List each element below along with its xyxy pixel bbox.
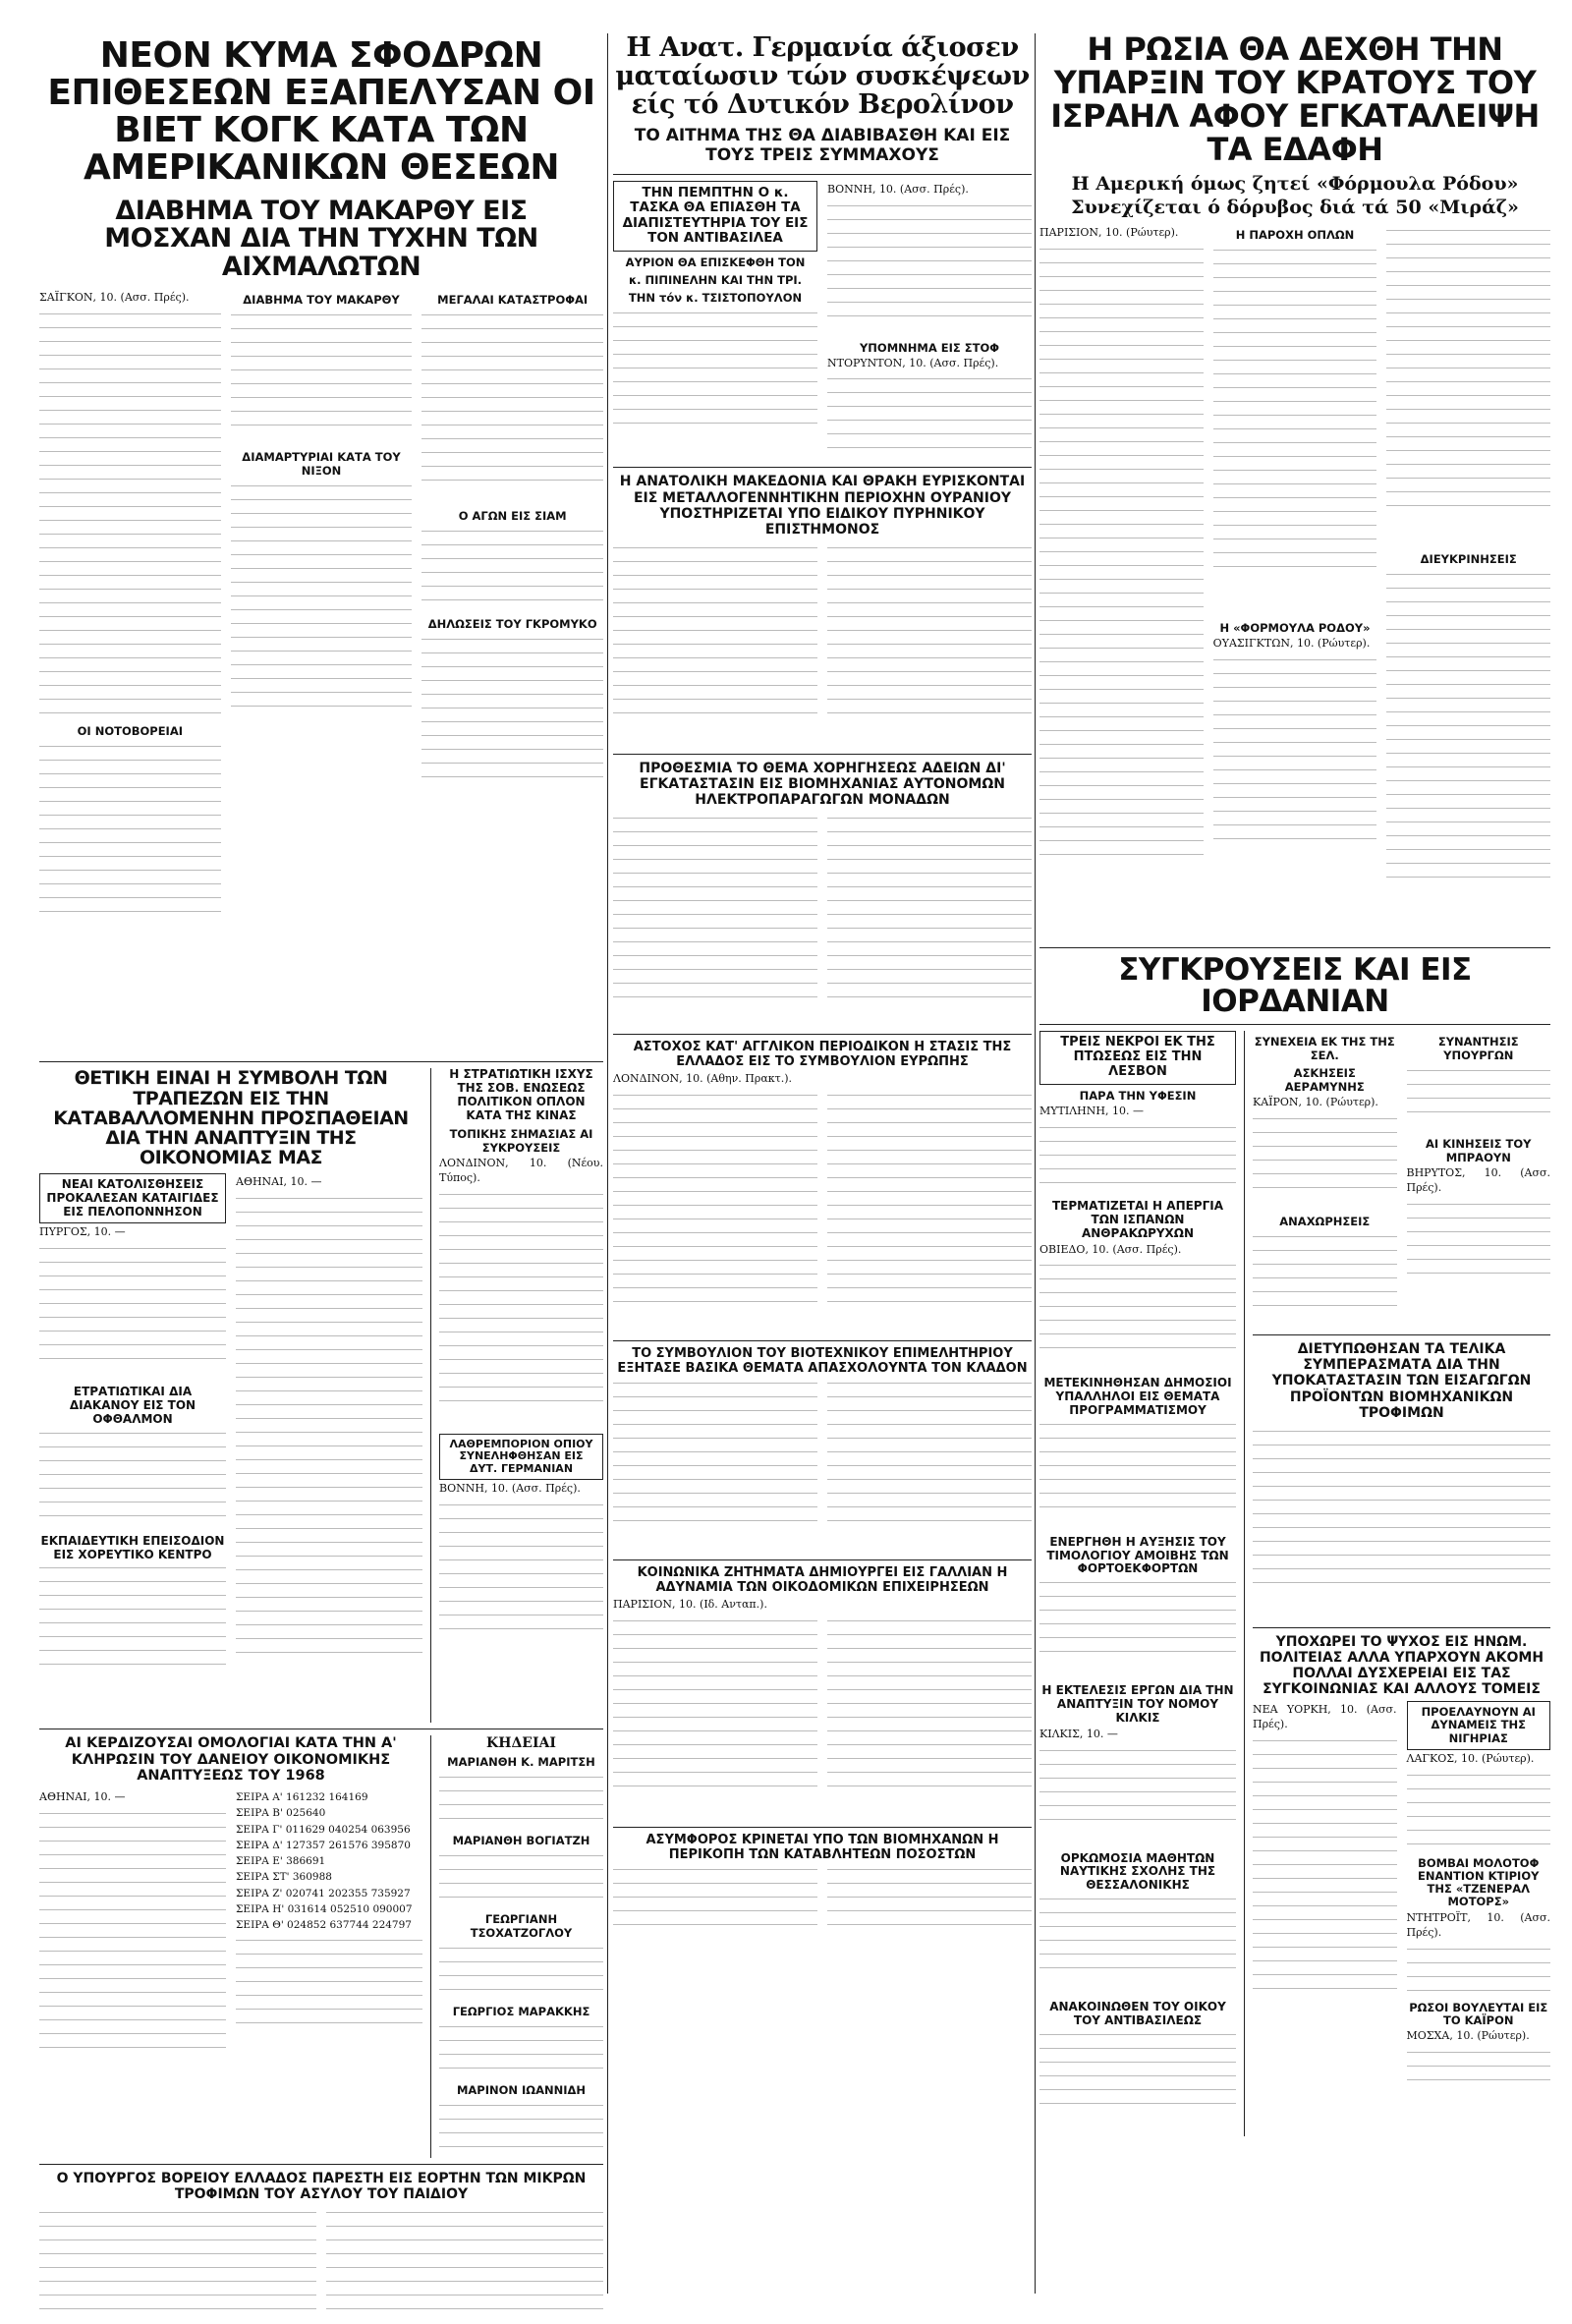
headline-dance: ΕΚΠΑΙΔΕΥΤΙΚΗ ΕΠΕΙΣΟΔΙΟΝ ΕΙΣ ΧΟΡΕΥΤΙΚΟ ΚΕΝΤΡΟ [40,1533,225,1561]
dateline-kilkis: ΚΙΛΚΙΣ, 10. — [1039,1727,1118,1740]
headline-landslides: ΝΕΑΙ ΚΑΤΟΛΙΣΘΗΣΕΙΣ ΠΡΟΚΑΛΕΣΑΝ ΚΑΤΑΙΓΙΔΕΣ ΕΙΣ ΠΕΛΟΠΟΝΝΗΣΟΝ [39,1173,226,1223]
dateline-cairo: ΚΑΪΡΟΝ, 10. (Ρώυτερ). [1253,1096,1378,1109]
headline-molotov: ΒΟΜΒΑΙ ΜΟΛΟΤΟΦ ΕΝΑΝΤΙΟΝ ΚΤΙΡΙΟΥ ΤΗΣ «ΤΖΕΝΕΡΑΛ ΜΟΤΟΡΣ» [1418,1855,1540,1909]
dateline-new-york: ΝΕΑ ΥΟΡΚΗ, 10. (Ασσ. Πρές). [1253,1703,1397,1731]
bond-series-0: ΣΕΙΡΑ Α' 161232 164169 [236,1791,368,1804]
newspaper-page [39,30,1550,2294]
funeral-name-4: ΜΑΡΙΝΟΝ ΙΩΑΝΝΙΔΗ [456,2083,587,2098]
dateline-detroit: ΝΤΗΤΡΟΪΤ, 10. (Ασσ. Πρές). [1406,1910,1550,1939]
headline-cold-usa: ΥΠΟΧΩΡΕΙ ΤΟ ΨΥΧΟΣ ΕΙΣ ΗΝΩΜ. ΠΟΛΙΤΕΙΑΣ ΑΛΛΑ ΥΠΑΡΧΟΥΝ ΑΚΟΜΗ ΠΟΛΛΑΙ ΔΥΣΧΕΡΕΙΑΙ ΕΙΣ ΤΑΣ ΣΥΓΚΟΙΝΩΝΙΑΣ ΚΑΙ ΑΛΛΟΥΣ ΤΟΜΕΙΣ [1259,1633,1544,1698]
subheadline-east-germany: ΤΟ ΑΙΤΗΜΑ ΤΗΣ ΘΑ ΔΙΑΒΙΒΑΣΘΗ ΚΑΙ ΕΙΣ ΤΟΥΣ ΤΡΕΙΣ ΣΥΜΜΑΧΟΥΣ [634,126,1011,166]
dateline-mytilene: ΜΥΤΙΛΗΝΗ, 10. — [1039,1105,1144,1118]
section-clarifications: ΔΙΕΥΚΡΙΝΗΣΕΙΣ [1420,551,1517,566]
subheadline-rhodes: Η Αμερική όμως ζητεί «Φόρμουλα Ρόδου» [1071,172,1519,195]
section-gromyko: ΔΗΛΩΣΕΙΣ ΤΟΥ ΓΚΡΟΜΥΚΟ [427,617,597,632]
subheadline-makarthy: ΔΙΑΒΗΜΑ ΤΟΥ ΜΑΚΑΡΘΥ ΕΙΣ ΜΟΣΧΑΝ ΔΙΑ ΤΗΝ ΤΥΧΗΝ ΤΩΝ ΑΙΧΜΑΛΩΤΩΝ [104,195,538,282]
headline-russian-mps: ΡΩΣΟΙ ΒΟΥΛΕΥΤΑΙ ΕΙΣ ΤΟ ΚΑΪΡΟΝ [1409,2000,1548,2027]
dateline-moscow: ΜΟΣΧΑ, 10. (Ρώυτερ). [1406,2028,1530,2042]
russia-col-1 [1039,224,1204,941]
headline-kilkis: Η ΕΚΤΕΛΕΣΙΣ ΕΡΓΩΝ ΔΙΑ ΤΗΝ ΑΝΑΠΤΥΞΙΝ ΤΟΥ ΝΟΜΟΥ ΚΙΛΚΙΣ [1041,1683,1234,1725]
bond-series-2: ΣΕΙΡΑ Γ' 011629 040254 063956 [236,1823,411,1836]
headline-power: ΠΡΟΘΕΣΜΙΑ ΤΟ ΘΕΜΑ ΧΟΡΗΓΗΣΕΩΣ ΑΔΕΙΩΝ ΔΙ' ΕΓΚΑΤΑΣΤΑΣΙΝ ΕΙΣ ΒΙΟΜΗΧΑΝΙΑΣ ΑΥΤΟΝΟΜΩΝ ΗΛΕΚΤΡΟΠΑΡΑΓΩΓΩΝ ΜΟΝΑΔΩΝ [639,760,1006,809]
article-body-saigon [39,308,221,720]
middle-block [613,33,1032,2294]
bond-series-1: ΣΕΙΡΑ Β' 025640 [236,1807,326,1820]
headline-opium: ΛΑΘΡΕΜΠΟΡΙΟΝ ΟΠΙΟΥ ΣΥΝΕΛΗΦΘΗΣΑΝ ΕΙΣ ΔΥΤ. ΓΕΡΜΑΝΙΑΝ [439,1434,603,1481]
china-article [439,1068,603,1723]
section-ministers-meeting: ΣΥΝΑΝΤΗΣΙΣ ΥΠΟΥΡΓΩΝ [1437,1035,1519,1063]
headline-jordan: ΣΥΓΚΡΟΥΣΕΙΣ ΚΑΙ ΕΙΣ ΙΟΡΔΑΝΙΑΝ [1118,951,1472,1020]
tasca-sub-2: κ. ΠΙΠΙΝΕΛΗΝ ΚΑΙ ΤΗΝ ΤΡΙ. [628,272,803,287]
headline-freight: ΕΝΕΡΓΗΘΗ Η ΑΥΞΗΣΙΣ ΤΟΥ ΤΙΜΟΛΟΓΙΟΥ ΑΜΟΙΒΗΣ ΤΩΝ ΦΟΡΤΟΕΚΦΟΡΤΩΝ [1046,1534,1229,1576]
dateline-france: ΠΑΡΙΣΙΟΝ, 10. (Ιδ. Ανταπ.). [613,1597,767,1611]
section-air-defense: ΑΣΚΗΣΕΙΣ ΑΕΡΑΜΥΝΗΣ [1284,1066,1365,1095]
funeral-name-1: ΜΑΡΙΑΝΘΗ ΒΟΓΙΑΤΖΗ [452,1834,590,1848]
headline-banks: ΘΕΤΙΚΗ ΕΙΝΑΙ Η ΣΥΜΒΟΛΗ ΤΩΝ ΤΡΑΠΕΖΩΝ ΕΙΣ ΤΗΝ ΚΑΤΑΒΑΛΛΟΜΕΝΗΝ ΠΡΟΣΠΑΘΕΙΑΝ ΔΙΑ ΤΗΝ ΑΝΑΠΤΥΞΙΝ ΤΗΣ ΟΙΚΟΝΟΜΙΑΣ ΜΑΣ [53,1067,409,1168]
headline-regent: ΑΝΑΚΟΙΝΩΘΕΝ ΤΟΥ ΟΙΚΟΥ ΤΟΥ ΑΝΤΙΒΑΣΙΛΕΩΣ [1049,1999,1226,2027]
headline-nigeria: ΠΡΟΕΛΑΥΝΟΥΝ ΑΙ ΔΥΝΑΜΕΙΣ ΤΗΣ ΝΙΓΗΡΙΑΣ [1407,1701,1551,1750]
dateline-pyrgos: ΠΥΡΓΟΣ, 10. — [39,1225,126,1239]
headline-viet-kong: ΝΕΟΝ ΚΥΜΑ ΣΦΟΔΡΩΝ ΕΠΙΘΕΣΕΩΝ ΕΞΑΠΕΛΥΣΑΝ ΟΙ ΒΙΕΤ ΚΟΓΚ ΚΑΤΑ ΤΩΝ ΑΜΕΡΙΚΑΝΙΚΩΝ ΘΕΣΕΩΝ [47,35,595,189]
russia-col-3 [1386,224,1550,941]
section-rhodes: Η «ΦΟΡΜΟΥΛΑ ΡΟΔΟΥ» [1219,620,1371,635]
tasca-sub-3: ΤΗΝ τόν κ. ΤΣΙΣΤΟΠΟΥΛΟΝ [628,290,803,305]
headline-tasca: ΤΗΝ ΠΕΜΠΤΗΝ Ο κ. ΤΑΣΚΑ ΘΑ ΕΠΙΑΣΘΗ ΤΑ ΔΙΑΠΙΣΤΕΥΤΗΡΙΑ ΤΟΥ ΕΙΣ ΤΟΝ ΑΝΤΙΒΑΣΙΛΕΑ [613,181,817,252]
funeral-name-2: ΓΕΩΡΓΙΑΝΗ ΤΣΟΧΑΤΖΟΓΛΟΥ [470,1912,573,1941]
dateline-london: ΛΟΝΔΙΝΟΝ, 10. (Νέου. Τύπος). [439,1156,603,1184]
dateline-bonn: ΒΟΝΝΗ, 10. (Ασσ. Πρές). [827,182,969,196]
right-block [1039,30,1550,2294]
dateline-oviedo: ΟΒΙΕΔΟ, 10. (Ασσ. Πρές). [1039,1242,1182,1256]
bond-series-6: ΣΕΙΡΑ Ζ' 020741 202355 735927 [236,1887,411,1899]
funeral-name-3: ΓΕΩΡΓΙΟΣ ΜΑΡΑΚΚΗΣ [452,2005,590,2019]
tasca-article [613,181,817,462]
left-story-col-2 [231,289,413,1055]
headline-macedonia: Η ΑΝΑΤΟΛΙΚΗ ΜΑΚΕΔΟΝΙΑ ΚΑΙ ΘΡΑΚΗ ΕΥΡΙΣΚΟΝΤΑΙ ΕΙΣ ΜΕΤΑΛΛΟΓΕΝΝΗΤΙΚΗΝ ΠΕΡΙΟΧΗΝ ΟΥΡΑΝΙΟΥ ΥΠΟΣΤΗΡΙΖΕΤΑΙ ΥΠΟ ΕΙΔΙΚΟΥ ΠΥΡΗΝΙΚΟΥ ΕΠΙΣΤΗΜΟΝΟΣ [619,474,1026,538]
headline-france: ΚΟΙΝΩΝΙΚΑ ΖΗΤΗΜΑΤΑ ΔΗΜΙΟΥΡΓΕΙ ΕΙΣ ΓΑΛΛΙΑΝ Η ΑΔΥΝΑΜΙΑ ΤΩΝ ΟΙΚΟΔΟΜΙΚΩΝ ΕΠΙΧΕΙΡΗΣΕΩΝ [637,1564,1008,1595]
headline-chamber: ΤΟ ΣΥΜΒΟΥΛΙΟΝ ΤΟΥ ΒΙΟΤΕΧΝΙΚΟΥ ΕΠΙΜΕΛΗΤΗΡΙΟΥ ΕΞΗΤΑΣΕ ΒΑΣΙΚΑ ΘΕΜΑΤΑ ΑΠΑΣΧΟΛΟΥΝΤΑ ΤΟΝ ΚΛΑΔΟΝ [617,1345,1028,1376]
headline-transfer: ΜΕΤΕΚΙΝΗΘΗΣΑΝ ΔΗΜΟΣΙΟΙ ΥΠΑΛΛΗΛΟΙ ΕΙΣ ΘΕΜΑΤΑ ΠΡΟΓΡΑΜΜΑΤΙΣΜΟΥ [1043,1376,1232,1418]
funeral-name-0: ΜΑΡΙΑΝΘΗ Κ. ΜΑΡΙΤΣΗ [447,1755,595,1770]
headline-merge: ΑΣΥΜΦΟΡΟΣ ΚΡΙΝΕΤΑΙ ΥΠΟ ΤΩΝ ΒΙΟΜΗΧΑΝΩΝ Η ΠΕΡΙΚΟΠΗ ΤΩΝ ΚΑΤΑΒΛΗΤΕΩΝ ΠΟΣΟΣΤΩΝ [646,1832,999,1862]
headline-army: ΕΤΡΑΤΙΩΤΙΚΑΙ ΔΙΑ ΔΙΑΚΑΝΟΥ ΕΙΣ ΤΟΝ ΟΦΘΑΛΜΟΝ [69,1385,196,1427]
headline-minister: Ο ΥΠΟΥΡΓΟΣ ΒΟΡΕΙΟΥ ΕΛΛΑΔΟΣ ΠΑΡΕΣΤΗ ΕΙΣ ΕΟΡΤΗΝ ΤΩΝ ΜΙΚΡΩΝ ΤΡΟΦΙΜΩΝ ΤΟΥ ΑΣΥΛΟΥ ΤΟΥ ΠΑΙΔΙΟΥ [56,2171,587,2203]
bond-series-5: ΣΕΙΡΑ ΣΤ' 360988 [236,1871,332,1884]
left-story-col-1 [39,289,221,1055]
left-block [39,33,603,2294]
section-nottingham: ΟΙ ΝΟΤΟΒΟΡΕΙΑΙ [77,724,184,739]
bonn-article [827,181,1032,462]
funerals [439,1735,603,2158]
dateline-washington: ΟΥΑΣΙΓΚΤΩΝ, 10. (Ρώυτερ). [1212,636,1371,650]
section-continued: ΣΥΝΕΧΕΙΑ ΕΚ ΤΗΣ ΤΗΣ ΣΕΛ. [1254,1035,1395,1063]
russia-col-2 [1213,224,1377,941]
section-siam: Ο ΑΓΩΝ ΕΙΣ ΣΙΑΜ [458,509,567,524]
headline-east-germany: Η Ανατ. Γερμανία άξιοσεν ματαίωσιν τών συσκέψεων είς τό Δυτικόν Βερολίνον [615,32,1030,121]
section-departures: ΑΝΑΧΩΡΗΣΕΙΣ [1279,1215,1371,1229]
headline-lesvos: ΤΡΕΙΣ ΝΕΚΡΟΙ ΕΚ ΤΗΣ ΠΤΩΣΕΩΣ ΕΙΣ ΤΗΝ ΛΕΣΒΟΝ [1039,1031,1236,1085]
headline-china: Η ΣΤΡΑΤΙΩΤΙΚΗ ΙΣΧΥΣ ΤΗΣ ΣΟΒ. ΕΝΩΣΕΩΣ ΠΟΛΙΤΙΚΟΝ ΟΠΛΟΝ ΚΑΤΑ ΤΗΣ ΚΙΝΑΣ [449,1067,593,1122]
section-katastrofi: ΜΕΓΑΛΑΙ ΚΑΤΑΣΤΡΟΦΑΙ [437,293,589,308]
left-story-col-3 [421,289,603,1055]
dateline-bonds: ΑΘΗΝΑΙ, 10. — [39,1790,126,1804]
headline-spain-strike: ΤΕΡΜΑΤΙΖΕΤΑΙ Η ΑΠΕΡΓΙΑ ΤΩΝ ΙΣΠΑΝΩΝ ΑΝΘΡΑΚΩΡΥΧΩΝ [1051,1199,1223,1240]
banks-article [39,1068,422,1723]
dateline-paris: ΠΑΡΙΣΙΟΝ, 10. (Ρώυτερ). [1039,225,1179,239]
headline-bonds: ΑΙ ΚΕΡΔΙΖΟΥΣΑΙ ΟΜΟΛΟΓΙΑΙ ΚΑΤΑ ΤΗΝ Α' ΚΛΗΡΩΣΙΝ ΤΟΥ ΔΑΝΕΙΟΥ ΟΙΚΟΝΟΜΙΚΗΣ ΑΝΑΠΤΥΞΕΩΣ ΤΟΥ 1968 [65,1735,397,1785]
bond-series-8: ΣΕΙΡΑ Θ' 024852 637744 224797 [236,1919,412,1932]
dateline-beirut: ΒΗΡΥΤΟΣ, 10. (Ασσ. Πρές). [1406,1166,1550,1195]
bond-series-7: ΣΕΙΡΑ Η' 031614 052510 090007 [236,1902,413,1915]
section-stof: ΥΠΟΜΝΗΜΑ ΕΙΣ ΣΤΟΦ [859,340,999,355]
subhead-china: ΤΟΠΙΚΗΣ ΣΗΜΑΣΙΑΣ ΑΙ ΣΥΚΡΟΥΣΕΙΣ [449,1126,593,1155]
subheadline-mirage: Συνεχίζεται ό δόρυβος διά τά 50 «Μιράζ» [1071,196,1519,218]
dateline-ny: ΝΤΟΡΥΝΤΟΝ, 10. (Ασσ. Πρές). [827,356,999,369]
headline-russia: Η ΡΩΣΙΑ ΘΑ ΔΕΧΘΗ ΤΗΝ ΥΠΑΡΞΙΝ ΤΟΥ ΚΡΑΤΟΥΣ ΤΟΥ ΙΣΡΑΗΛ ΑΦΟΥ ΕΓΚΑΤΑΛΕΙΨΗ ΤΑ ΕΔΑΦΗ [1050,30,1540,168]
bonds-article [39,1735,422,2158]
section-arms: Η ΠΑΡΟΧΗ ΟΠΛΩΝ [1235,227,1355,242]
dateline-saigon: ΣΑΪΓΚΟΝ, 10. (Ασσ. Πρές). [39,291,190,305]
section-diavima: ΔΙΑΒΗΜΑ ΤΟΥ ΜΑΚΑΡΘΥ [243,293,400,308]
dateline-bonn-opium: ΒΟΝΝΗ, 10. (Ασσ. Πρές). [439,1482,581,1496]
lesvos-column [1039,1031,1236,2135]
bond-series-4: ΣΕΙΡΑ Ε' 386691 [236,1855,326,1868]
jordan-column [1253,1031,1550,2135]
bond-series-3: ΣΕΙΡΑ Δ' 127357 261576 395870 [236,1839,411,1851]
headline-europe: ΑΣΤΟΧΟΣ ΚΑΤ' ΑΓΓΛΙΚΟΝ ΠΕΡΙΟΔΙΚΟΝ Η ΣΤΑΣΙΣ ΤΗΣ ΕΛΛΑΔΟΣ ΕΙΣ ΤΟ ΣΥΜΒΟΥΛΙΟΝ ΕΥΡΩΠΗΣ [633,1040,1012,1070]
section-diamartyries: ΔΙΑΜΑΡΤΥΡΙΑΙ ΚΑΤΑ ΤΟΥ ΝΙΞΟΝ [242,450,401,479]
dateline-athina: ΑΘΗΝΑΙ, 10. — [236,1175,322,1189]
heading-funerals: ΚΗΔΕΙΑΙ [486,1735,556,1752]
headline-tariff: ΔΙΕΤΥΠΩΘΗΣΑΝ ΤΑ ΤΕΛΙΚΑ ΣΥΜΠΕΡΑΣΜΑΤΑ ΔΙΑ ΤΗΝ ΥΠΟΚΑΤΑΣΤΑΣΙΝ ΤΩΝ ΕΙΣΑΓΩΓΩΝ ΠΡΟΪΟΝΤΩΝ ΒΙΟΜΗΧΑΝΙΚΩΝ ΤΡΟΦΙΜΩΝ [1271,1341,1532,1421]
dateline-europe: ΛΟΝΔΙΝΟΝ, 10. (Αθην. Πρακτ.). [613,1072,792,1085]
dateline-lagos: ΛΑΓΚΟΣ, 10. (Ρώυτερ). [1406,1751,1535,1765]
tasca-sub-1: ΑΥΡΙΟΝ ΘΑ ΕΠΙΣΚΕΦΘΗ ΤΟΝ [625,255,806,269]
headline-oath: ΟΡΚΩΜΟΣΙΑ ΜΑΘΗΤΩΝ ΝΑΥΤΙΚΗΣ ΣΧΟΛΗΣ ΤΗΣ ΘΕΣΣΑΛΟΝΙΚΗΣ [1059,1850,1216,1893]
subhead-lesvos: ΠΑΡΑ ΤΗΝ ΥΦΕΣΙΝ [1079,1089,1197,1104]
section-brown: ΑΙ ΚΙΝΗΣΕΙΣ ΤΟΥ ΜΠΡΑΟΥΝ [1426,1137,1532,1165]
